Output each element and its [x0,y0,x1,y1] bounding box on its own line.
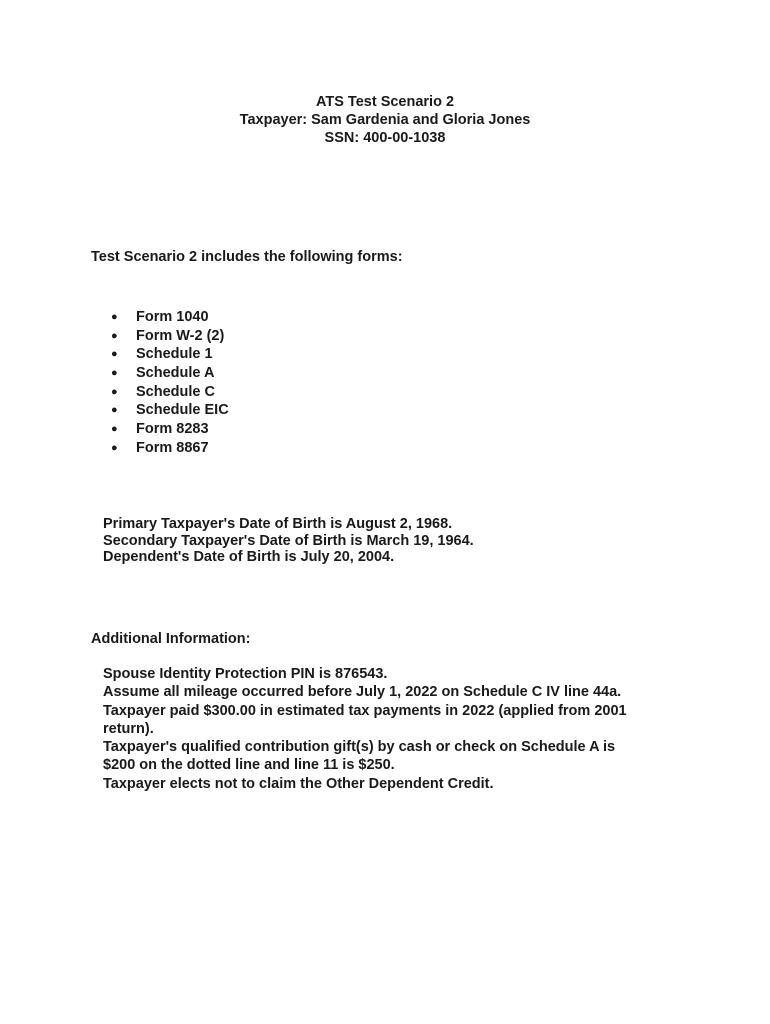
bullet-icon: ● [111,404,118,417]
form-name: Form 1040 [136,309,209,325]
bullet-icon: ● [111,423,118,436]
taxpayer-names: Taxpayer: Sam Gardenia and Gloria Jones [239,112,531,128]
list-item [111,401,229,420]
info-line: Spouse Identity Protection PIN is 876543. [103,666,388,682]
list-item [111,308,229,327]
document-title: ATS Test Scenario 2 [315,94,455,110]
taxpayer-ssn: SSN: 400-00-1038 [324,130,446,146]
info-line: Taxpayer paid $300.00 in estimated tax payments in 2022 (applied from 2001 return). [103,702,627,737]
info-line: Assume all mileage occurred before July 1, 2022 on Schedule C IV line 44a. [103,684,622,701]
list-item [111,439,229,458]
list-item [111,327,229,346]
additional-info-heading: Additional Information: [91,631,251,647]
bullet-icon: ● [111,311,118,323]
bullet-icon: ● [111,329,118,342]
form-name: Form 8867 [136,439,209,456]
secondary-dob: Secondary Taxpayer's Date of Birth is March 19, 1964. [103,532,474,549]
list-item [111,345,229,364]
bullet-icon: ● [111,441,118,454]
bullet-icon: ● [111,348,118,361]
birth-dates [103,516,474,566]
list-item [111,420,229,439]
bullet-icon: ● [111,367,118,380]
list-item [111,364,229,383]
forms-intro: Test Scenario 2 includes the following forms: [91,249,403,265]
form-name: Form W-2 (2) [136,327,225,344]
info-line: Taxpayer elects not to claim the Other Dependent Credit. [103,775,494,792]
additional-info [103,665,633,793]
document-header [0,93,770,147]
form-name: Form 8283 [136,421,209,438]
primary-dob: Primary Taxpayer's Date of Birth is August 2, 1968. [103,516,453,532]
form-name: Schedule EIC [136,402,229,419]
form-name: Schedule 1 [136,346,213,363]
info-line: Taxpayer's qualified contribution gift(s) by cash or check on Schedule A is $200 on the dotted line and line 11 is $250. [103,739,616,774]
dependent-dob: Dependent's Date of Birth is July 20, 2004. [103,549,395,565]
forms-list [111,308,229,458]
form-name: Schedule A [136,365,215,382]
form-name: Schedule C [136,383,215,400]
list-item [111,383,229,402]
bullet-icon: ● [111,385,118,398]
